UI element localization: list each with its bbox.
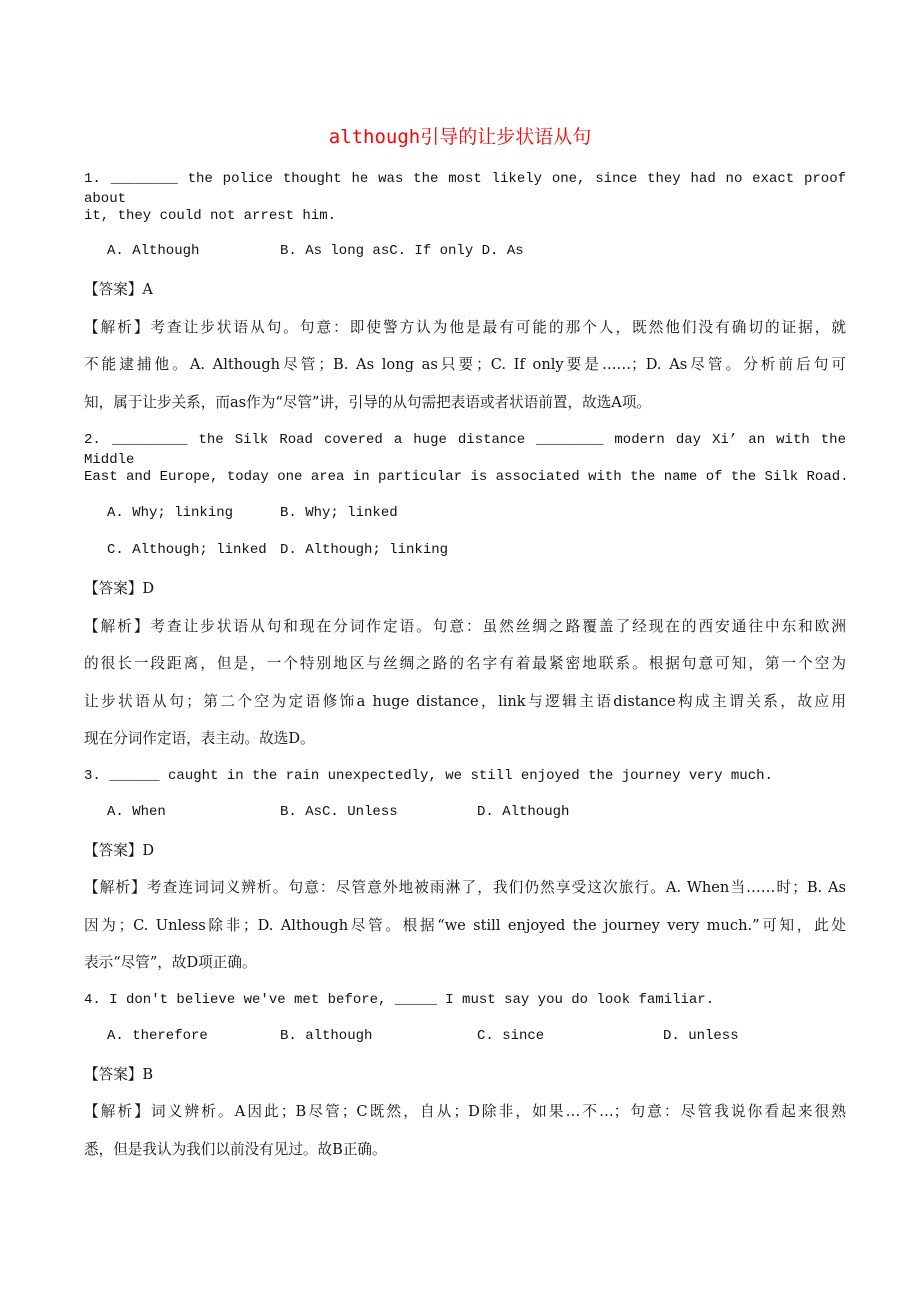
explanation: 让步状语从句；第二个空为定语修饰a huge distance，link与逻辑主语distance构成主谓关系，故应用 — [84, 693, 846, 710]
question-2-text: East and Europe, today one area in particular is associated with the name of the Silk Road. — [84, 469, 849, 485]
question-1-text: it, they could not arrest him. — [84, 208, 337, 224]
option-c: C. since — [477, 1028, 545, 1044]
option-a: A. When — [107, 804, 166, 820]
option-a: A. Why; linking — [107, 505, 234, 521]
option-d: D. unless — [663, 1028, 739, 1044]
explanation: 【解析】考查让步状语从句。句意：即使警方认为他是最有可能的那个人，既然他们没有确切的证据，就 — [84, 319, 846, 336]
explanation: 悉，但是我认为我们以前没有见过。故B正确。 — [84, 1141, 387, 1158]
explanation: 现在分词作定语，表主动。故选D。 — [84, 730, 315, 747]
page-title: although引导的让步状语从句 — [328, 126, 592, 148]
option-b: B. Why; linked — [280, 505, 398, 521]
explanation: 不能逮捕他。A. Although尽管；B. As long as只要；C. If only要是……；D. As尽管。分析前后句可 — [84, 356, 846, 373]
question-3-text: 3. ______ caught in the rain unexpectedly, we still enjoyed the journey very much. — [84, 768, 773, 784]
explanation: 表示“尽管”，故D项正确。 — [84, 954, 257, 971]
answer: 【答案】B — [84, 1066, 154, 1083]
option-a: A. therefore — [107, 1028, 208, 1044]
explanation: 因为；C. Unless除非；D. Although尽管。根据“we still enjoyed the journey very much.”可知，此处 — [84, 917, 846, 934]
option-b: B. although — [280, 1028, 373, 1044]
explanation: 【解析】考查让步状语从句和现在分词作定语。句意：虽然丝绸之路覆盖了经现在的西安通往中东和欧洲 — [84, 618, 846, 635]
explanation: 【解析】词义辨析。A因此；B尽管；C既然，自从；D除非，如果…不…；句意：尽管我说你看起来很熟 — [84, 1103, 846, 1120]
option-a: A. Although — [107, 243, 200, 259]
explanation: 的很长一段距离，但是，一个特别地区与丝绸之路的名字有着最紧密地联系。根据句意可知，第一个空为 — [84, 655, 846, 672]
answer: 【答案】A — [84, 281, 153, 298]
option-c: C. Although; linked — [107, 542, 267, 558]
option-b: B. AsC. Unless — [280, 804, 398, 820]
explanation: 【解析】考查连词词义辨析。句意：尽管意外地被雨淋了，我们仍然享受这次旅行。A. When当……时；B. As — [84, 879, 846, 896]
answer: 【答案】D — [84, 842, 155, 859]
question-4-text: 4. I don't believe we've met before, _____ I must say you do look familiar. — [84, 992, 715, 1008]
option-d: D. Although; linking — [280, 542, 449, 558]
option-b: B. As long asC. If only D. As — [280, 243, 524, 259]
explanation: 知，属于让步关系，而as作为“尽管”讲，引导的从句需把表语或者状语前置，故选A项。 — [84, 394, 652, 411]
option-d: D. Although — [477, 804, 570, 820]
question-1-text: 1. ________ the police thought he was the most likely one, since they had no exact proof about — [84, 171, 846, 207]
question-2-text: 2. _________ the Silk Road covered a huge distance ________ modern day Xi’ an with the Middle — [84, 432, 846, 468]
answer: 【答案】D — [84, 580, 155, 597]
